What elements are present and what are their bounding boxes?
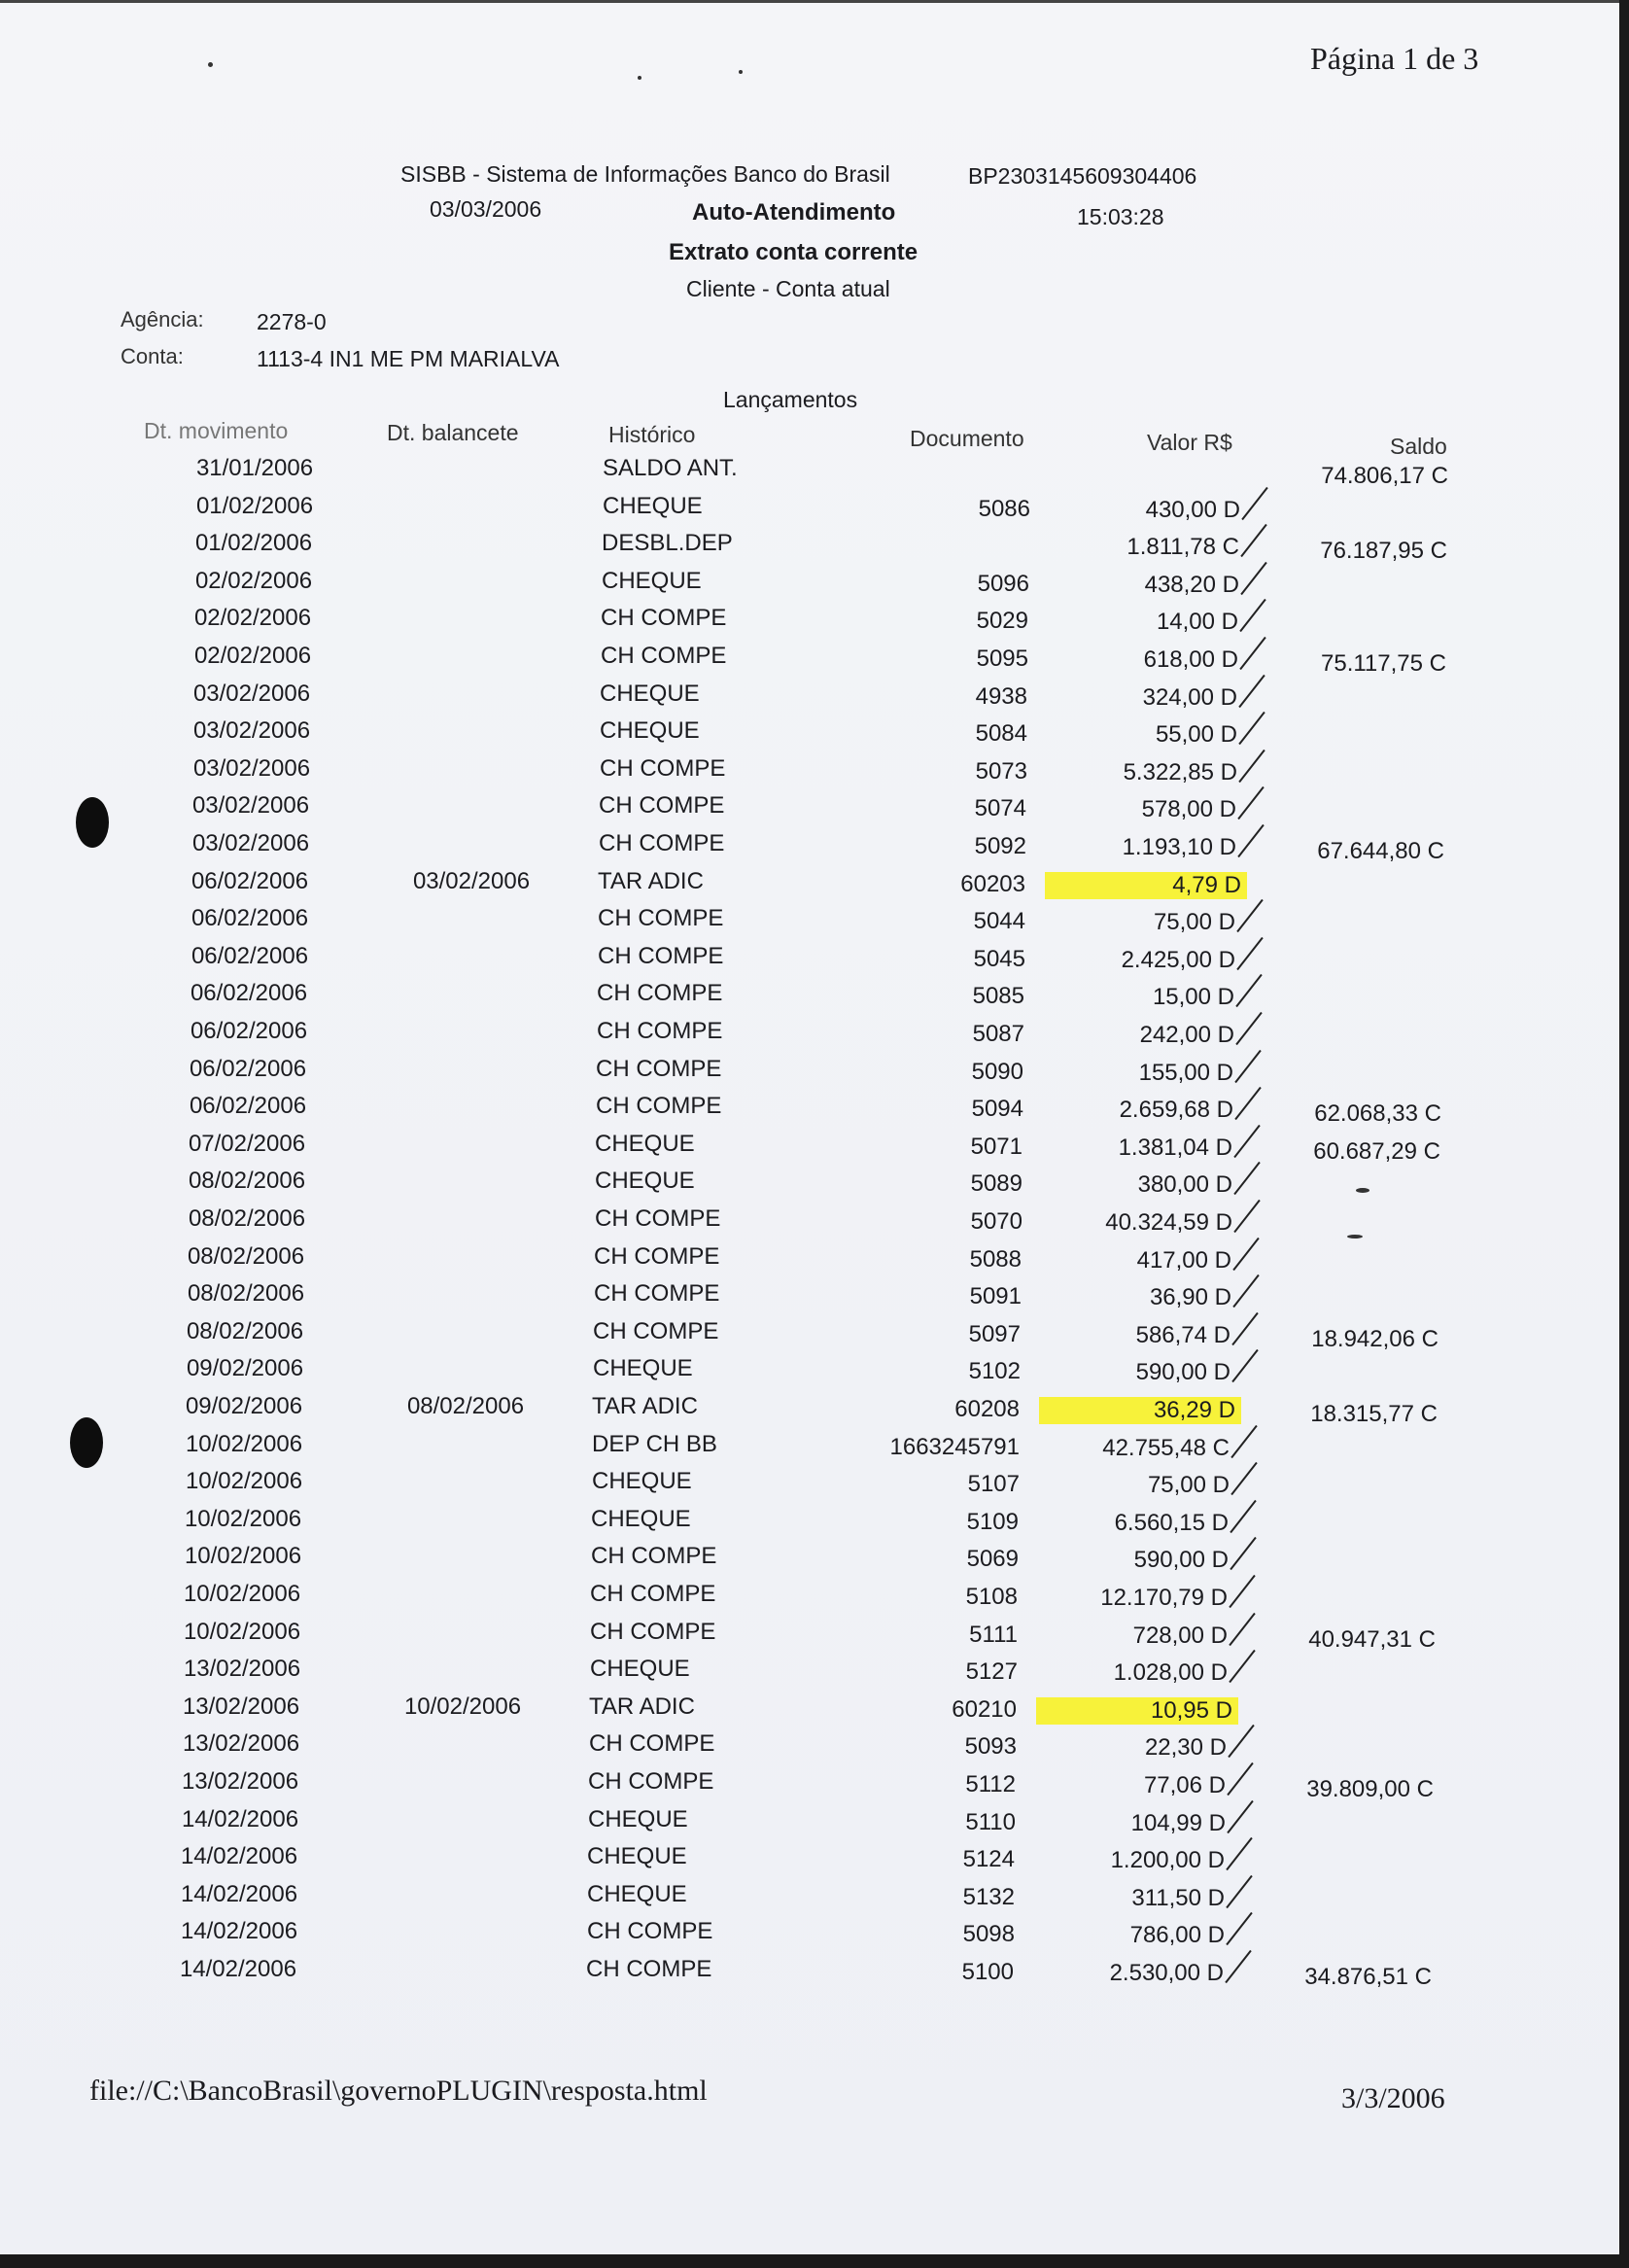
cell-historico: CH COMPE <box>596 1056 722 1082</box>
cell-valor: 15,00 D <box>1152 984 1234 1010</box>
cell-valor: 2.530,00 D <box>1109 1960 1224 1986</box>
cell-documento: 5132 <box>962 1884 1015 1910</box>
col-head-documento: Documento <box>910 426 1024 451</box>
cell-dt-movimento: 10/02/2006 <box>183 1581 301 1607</box>
cell-historico: CHEQUE <box>591 1506 691 1532</box>
scan-speck <box>208 62 213 67</box>
cell-historico: CHEQUE <box>588 1806 688 1832</box>
cell-saldo: 60.687,29 C <box>1313 1138 1440 1165</box>
cell-historico: CHEQUE <box>600 680 700 707</box>
table-row <box>0 980 1623 1017</box>
cell-valor: 12.170,79 D <box>1100 1585 1228 1611</box>
scan-speck <box>739 70 743 74</box>
cell-historico: CHEQUE <box>595 1131 695 1157</box>
cell-documento: 5069 <box>966 1546 1019 1572</box>
table-row <box>0 1768 1614 1805</box>
cell-historico: CH COMPE <box>601 643 727 669</box>
cell-valor: 590,00 D <box>1133 1547 1229 1573</box>
cell-valor: 75,00 D <box>1147 1472 1230 1498</box>
cell-saldo: 18.315,77 C <box>1310 1401 1438 1427</box>
cell-dt-movimento: 31/01/2006 <box>195 455 314 481</box>
cell-documento: 5100 <box>961 1959 1014 1985</box>
cell-documento: 5071 <box>970 1134 1022 1160</box>
cell-historico: CHEQUE <box>592 1468 692 1494</box>
cell-historico: CH COMPE <box>600 755 726 782</box>
scan-edge-bottom <box>0 2254 1629 2268</box>
cell-dt-movimento: 02/02/2006 <box>193 643 312 669</box>
table-row <box>0 792 1625 829</box>
cell-dt-movimento: 13/02/2006 <box>182 1730 300 1757</box>
cell-dt-movimento: 14/02/2006 <box>180 1918 298 1944</box>
table-row <box>0 717 1626 754</box>
table-row <box>0 680 1626 717</box>
cell-documento: 5073 <box>975 758 1027 785</box>
cell-valor: 1.381,04 D <box>1118 1134 1232 1161</box>
col-head-valor: Valor R$ <box>1147 430 1232 455</box>
cell-dt-movimento: 10/02/2006 <box>184 1543 302 1569</box>
cell-dt-movimento: 08/02/2006 <box>188 1168 306 1194</box>
table-row <box>0 1056 1622 1093</box>
cell-documento: 5124 <box>962 1846 1015 1872</box>
cell-saldo: 39.809,00 C <box>1306 1776 1434 1802</box>
table-row <box>0 1881 1613 1918</box>
cell-documento: 5093 <box>964 1733 1017 1760</box>
cell-historico: CH COMPE <box>599 830 725 856</box>
cell-documento: 5087 <box>972 1021 1024 1047</box>
cell-documento: 60210 <box>952 1696 1017 1723</box>
cell-documento: 5092 <box>974 833 1026 859</box>
table-row <box>0 1918 1613 1955</box>
cell-valor: 430,00 D <box>1145 497 1240 523</box>
cell-valor: 1.811,78 C <box>1126 534 1239 560</box>
cell-dt-movimento: 06/02/2006 <box>191 868 309 894</box>
cell-documento: 5102 <box>968 1358 1021 1384</box>
cell-dt-movimento: 07/02/2006 <box>188 1131 306 1157</box>
cell-saldo: 74.806,17 C <box>1321 463 1448 489</box>
table-row <box>0 1693 1615 1730</box>
cell-documento: 5088 <box>969 1246 1022 1273</box>
cell-valor: 10,95 D <box>1036 1697 1238 1725</box>
table-row <box>0 1131 1621 1168</box>
cell-documento: 60203 <box>960 871 1025 897</box>
table-row <box>0 605 1627 642</box>
cell-historico: CH COMPE <box>598 905 724 931</box>
cell-documento: 5084 <box>975 720 1027 747</box>
cell-valor: 1.200,00 D <box>1110 1847 1225 1873</box>
cell-documento: 5112 <box>965 1771 1016 1797</box>
report-title: Extrato conta corrente <box>669 239 918 265</box>
table-row <box>0 1168 1621 1204</box>
table-row <box>0 1355 1619 1392</box>
cell-documento: 5029 <box>976 608 1028 634</box>
col-head-saldo: Saldo <box>1390 434 1447 459</box>
cell-dt-movimento: 14/02/2006 <box>179 1956 297 1982</box>
cell-documento: 5097 <box>968 1321 1021 1347</box>
page-number: Página 1 de 3 <box>1310 41 1479 76</box>
cell-historico: CH COMPE <box>597 980 723 1006</box>
cell-dt-movimento: 08/02/2006 <box>188 1205 306 1232</box>
table-row <box>0 943 1624 980</box>
agencia-value: 2278-0 <box>257 309 327 334</box>
conta-value: 1113-4 IN1 ME PM MARIALVA <box>257 346 560 371</box>
cell-documento: 5094 <box>971 1096 1023 1122</box>
cell-dt-movimento: 13/02/2006 <box>181 1768 299 1795</box>
footer-date: 3/3/2006 <box>1341 2082 1445 2114</box>
table-row <box>0 1431 1618 1468</box>
cell-dt-movimento: 06/02/2006 <box>190 980 308 1006</box>
cell-dt-movimento: 03/02/2006 <box>191 792 310 819</box>
footer-file-path: file://C:\BancoBrasil\governoPLUGIN\resposta.html <box>89 2075 708 2107</box>
cell-valor: 55,00 D <box>1155 721 1237 748</box>
cell-valor: 36,90 D <box>1149 1284 1231 1310</box>
report-mode: Auto-Atendimento <box>692 199 896 226</box>
cell-historico: CH COMPE <box>595 1205 721 1232</box>
cell-dt-movimento: 13/02/2006 <box>182 1693 300 1720</box>
cell-documento: 5095 <box>976 646 1028 672</box>
table-row <box>0 1506 1617 1543</box>
cell-dt-movimento: 02/02/2006 <box>194 568 313 594</box>
table-row <box>0 1656 1616 1692</box>
cell-valor: 77,06 D <box>1143 1772 1226 1798</box>
report-subtitle: Cliente - Conta atual <box>686 276 890 301</box>
cell-dt-movimento: 10/02/2006 <box>185 1468 303 1494</box>
cell-valor: 75,00 D <box>1153 909 1235 935</box>
table-row <box>0 1956 1612 1993</box>
cell-saldo: 67.644,80 C <box>1317 838 1444 864</box>
cell-documento: 5107 <box>967 1471 1020 1497</box>
cell-dt-movimento: 06/02/2006 <box>190 1018 308 1044</box>
col-head-historico: Histórico <box>608 422 696 447</box>
section-title: Lançamentos <box>723 387 858 412</box>
table-row <box>0 1280 1620 1317</box>
cell-historico: CH COMPE <box>598 943 724 969</box>
cell-historico: CHEQUE <box>593 1355 693 1381</box>
cell-historico: CH COMPE <box>589 1730 715 1757</box>
col-head-balancete: Dt. balancete <box>387 420 519 445</box>
cell-dt-movimento: 10/02/2006 <box>183 1619 301 1645</box>
cell-valor: 14,00 D <box>1156 609 1238 635</box>
cell-documento: 5044 <box>973 908 1025 934</box>
cell-valor: 1.028,00 D <box>1113 1659 1228 1686</box>
cell-historico: CH COMPE <box>601 605 727 631</box>
cell-dt-movimento: 14/02/2006 <box>181 1806 299 1832</box>
cell-documento: 5070 <box>970 1208 1022 1235</box>
cell-documento: 5109 <box>966 1509 1019 1535</box>
cell-historico: CH COMPE <box>590 1619 716 1645</box>
table-row <box>0 905 1624 942</box>
cell-dt-movimento: 06/02/2006 <box>189 1056 307 1082</box>
cell-dt-movimento: 06/02/2006 <box>191 905 309 931</box>
report-date: 03/03/2006 <box>430 196 542 222</box>
cell-historico: DESBL.DEP <box>602 530 733 556</box>
cell-valor: 4,79 D <box>1045 872 1247 899</box>
cell-documento: 5127 <box>965 1658 1018 1685</box>
cell-historico: CH COMPE <box>588 1768 714 1795</box>
report-time: 15:03:28 <box>1077 204 1164 229</box>
table-row <box>0 1468 1618 1505</box>
cell-documento: 5091 <box>969 1283 1022 1309</box>
cell-valor: 380,00 D <box>1137 1171 1232 1198</box>
cell-historico: TAR ADIC <box>598 868 704 894</box>
cell-historico: CHEQUE <box>590 1656 690 1682</box>
table-row <box>0 1318 1619 1355</box>
cell-historico: CH COMPE <box>596 1093 722 1119</box>
cell-historico: CH COMPE <box>597 1018 723 1044</box>
table-row <box>0 1730 1615 1767</box>
agencia-label: Agência: <box>121 307 204 331</box>
cell-documento: 60208 <box>954 1396 1020 1422</box>
system-line: SISBB - Sistema de Informações Banco do Brasil <box>400 161 890 187</box>
table-row <box>0 1093 1622 1130</box>
cell-dt-movimento: 01/02/2006 <box>195 493 314 519</box>
cell-dt-movimento: 14/02/2006 <box>180 1881 298 1907</box>
table-row <box>0 1018 1623 1055</box>
cell-historico: CHEQUE <box>602 568 702 594</box>
cell-valor: 578,00 D <box>1141 796 1236 822</box>
cell-valor: 1.193,10 D <box>1122 834 1236 860</box>
cell-valor: 104,99 D <box>1130 1810 1226 1836</box>
cell-valor: 438,20 D <box>1144 572 1239 598</box>
cell-valor: 36,29 D <box>1039 1397 1241 1424</box>
cell-dt-movimento: 08/02/2006 <box>187 1280 305 1307</box>
cell-historico: CHEQUE <box>595 1168 695 1194</box>
cell-saldo: 75.117,75 C <box>1321 650 1446 677</box>
cell-saldo: 76.187,95 C <box>1320 538 1447 564</box>
table-row <box>0 1581 1616 1618</box>
table-row <box>0 643 1627 680</box>
cell-saldo: 40.947,31 C <box>1308 1626 1436 1653</box>
cell-documento: 5096 <box>977 571 1029 597</box>
conta-label: Conta: <box>121 344 184 368</box>
cell-dt-movimento: 03/02/2006 <box>192 755 311 782</box>
cell-dt-movimento: 06/02/2006 <box>191 943 309 969</box>
cell-valor: 786,00 D <box>1129 1922 1225 1948</box>
cell-dt-movimento: 03/02/2006 <box>191 830 310 856</box>
table-row <box>0 1205 1621 1242</box>
cell-historico: CH COMPE <box>587 1918 713 1944</box>
cell-valor: 728,00 D <box>1132 1622 1228 1649</box>
cell-documento: 1663245791 <box>889 1434 1020 1460</box>
table-row <box>0 830 1625 867</box>
cell-valor: 6.560,15 D <box>1114 1510 1229 1536</box>
cell-documento: 5111 <box>969 1622 1018 1648</box>
col-head-movimento: Dt. movimento <box>144 418 289 443</box>
cell-dt-movimento: 09/02/2006 <box>186 1355 304 1381</box>
cell-dt-movimento: 06/02/2006 <box>189 1093 307 1119</box>
cell-valor: 22,30 D <box>1144 1734 1227 1761</box>
cell-historico: TAR ADIC <box>589 1693 695 1720</box>
cell-documento: 5108 <box>965 1584 1018 1610</box>
table-row <box>0 1806 1614 1843</box>
cell-saldo: 18.942,06 C <box>1311 1326 1438 1352</box>
cell-documento: 5090 <box>971 1059 1023 1085</box>
table-row <box>0 1243 1620 1280</box>
cell-dt-movimento: 03/02/2006 <box>192 717 311 744</box>
cell-valor: 5.322,85 D <box>1123 759 1237 785</box>
cell-dt-balancete: 10/02/2006 <box>403 1693 522 1720</box>
cell-documento: 5098 <box>962 1921 1015 1947</box>
cell-valor: 311,50 D <box>1131 1885 1225 1911</box>
cell-historico: CHEQUE <box>587 1843 687 1869</box>
cell-documento: 5089 <box>970 1170 1022 1197</box>
table-row <box>0 493 1629 530</box>
cell-historico: CH COMPE <box>594 1243 720 1270</box>
cell-dt-balancete: 03/02/2006 <box>412 868 531 894</box>
cell-dt-balancete: 08/02/2006 <box>406 1393 525 1419</box>
cell-historico: CH COMPE <box>593 1318 719 1344</box>
cell-valor: 2.425,00 D <box>1121 947 1235 973</box>
cell-saldo: 62.068,33 C <box>1314 1100 1441 1127</box>
cell-historico: CH COMPE <box>591 1543 717 1569</box>
table-row <box>0 1543 1617 1580</box>
cell-historico: CHEQUE <box>603 493 703 519</box>
cell-dt-movimento: 13/02/2006 <box>183 1656 301 1682</box>
cell-documento: 5074 <box>974 795 1026 821</box>
scan-speck <box>638 76 641 80</box>
cell-saldo: 34.876,51 C <box>1304 1964 1432 1990</box>
cell-historico: CH COMPE <box>590 1581 716 1607</box>
cell-historico: DEP CH BB <box>592 1431 717 1457</box>
cell-dt-movimento: 08/02/2006 <box>186 1318 304 1344</box>
cell-valor: 242,00 D <box>1139 1022 1234 1048</box>
table-row <box>0 868 1624 905</box>
cell-valor: 2.659,68 D <box>1119 1097 1233 1123</box>
cell-documento: 4938 <box>975 683 1027 710</box>
cell-dt-movimento: 03/02/2006 <box>192 680 311 707</box>
cell-dt-movimento: 01/02/2006 <box>194 530 313 556</box>
cell-historico: SALDO ANT. <box>603 455 738 481</box>
scan-edge-top <box>0 0 1629 3</box>
cell-historico: CH COMPE <box>594 1280 720 1307</box>
table-row <box>0 568 1628 605</box>
cell-dt-movimento: 10/02/2006 <box>185 1431 303 1457</box>
cell-documento: 5085 <box>972 983 1024 1009</box>
cell-valor: 155,00 D <box>1138 1060 1233 1086</box>
cell-dt-movimento: 09/02/2006 <box>185 1393 303 1419</box>
table-row <box>0 1393 1618 1430</box>
cell-historico: CHEQUE <box>587 1881 687 1907</box>
cell-historico: CH COMPE <box>599 792 725 819</box>
cell-valor: 590,00 D <box>1135 1359 1230 1385</box>
cell-dt-movimento: 10/02/2006 <box>184 1506 302 1532</box>
cell-valor: 40.324,59 D <box>1105 1209 1232 1236</box>
cell-valor: 42.755,48 C <box>1102 1435 1230 1461</box>
table-row <box>0 530 1628 567</box>
table-row <box>0 1843 1613 1880</box>
cell-documento: 5110 <box>965 1809 1016 1835</box>
table-row <box>0 455 1629 492</box>
table-row <box>0 755 1626 792</box>
cell-documento: 5045 <box>973 946 1025 972</box>
cell-valor: 586,74 D <box>1135 1322 1230 1348</box>
cell-valor: 417,00 D <box>1136 1247 1231 1274</box>
report-code: BP2303145609304406 <box>968 163 1197 189</box>
cell-documento: 5086 <box>978 496 1030 522</box>
cell-valor: 618,00 D <box>1143 646 1238 673</box>
cell-historico: CHEQUE <box>600 717 700 744</box>
table-row <box>0 1619 1616 1656</box>
cell-historico: CH COMPE <box>586 1956 712 1982</box>
cell-valor: 324,00 D <box>1142 684 1237 711</box>
cell-historico: TAR ADIC <box>592 1393 698 1419</box>
cell-dt-movimento: 08/02/2006 <box>187 1243 305 1270</box>
cell-dt-movimento: 02/02/2006 <box>193 605 312 631</box>
cell-dt-movimento: 14/02/2006 <box>180 1843 298 1869</box>
